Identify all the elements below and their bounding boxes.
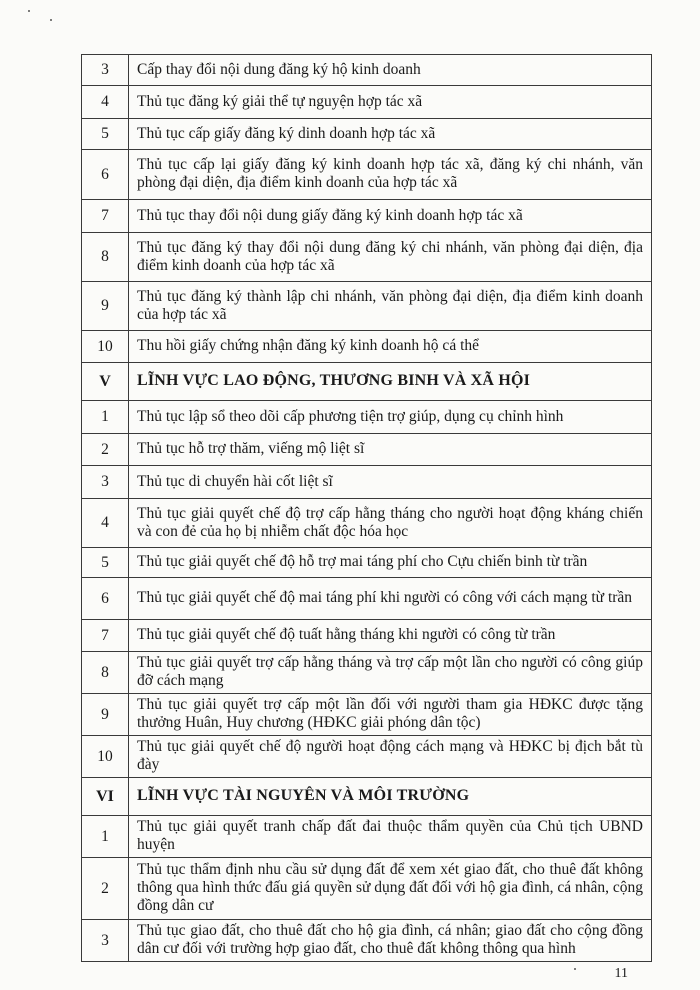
procedure-name: Thủ tục giải quyết chế độ hỗ trợ mai táng phí cho Cựu chiến binh từ trần bbox=[129, 548, 652, 578]
table-row bbox=[82, 694, 652, 736]
table-row bbox=[82, 233, 652, 282]
procedure-name: Cấp thay đổi nội dung đăng ký hộ kinh doanh bbox=[129, 55, 652, 86]
table-row bbox=[82, 150, 652, 200]
table-row bbox=[82, 200, 652, 233]
row-number: 5 bbox=[82, 548, 129, 578]
procedure-name: Thủ tục giải quyết chế độ tuất hằng tháng khi người có công từ trần bbox=[129, 620, 652, 652]
row-number: 7 bbox=[82, 200, 129, 233]
row-number: 10 bbox=[82, 736, 129, 778]
procedure-name: Thủ tục thay đổi nội dung giấy đăng ký kinh doanh hợp tác xã bbox=[129, 200, 652, 233]
table-row bbox=[82, 920, 652, 962]
row-number: VI bbox=[82, 778, 129, 816]
procedure-name: Thủ tục giải quyết chế độ trợ cấp hằng tháng cho người hoạt động kháng chiến và con đẻ của họ bị nhiễm chất độc hóa học bbox=[129, 499, 652, 548]
row-number: 2 bbox=[82, 434, 129, 466]
procedure-name: Thủ tục cấp giấy đăng ký dinh doanh hợp tác xã bbox=[129, 119, 652, 150]
section-title: LĨNH VỰC LAO ĐỘNG, THƯƠNG BINH VÀ XÃ HỘI bbox=[129, 363, 652, 401]
row-number: 8 bbox=[82, 233, 129, 282]
procedure-name: Thủ tục giải quyết tranh chấp đất đai thuộc thẩm quyền của Chủ tịch UBND huyện bbox=[129, 816, 652, 858]
procedures-table bbox=[81, 54, 652, 962]
section-row bbox=[82, 363, 652, 401]
procedure-name: Thủ tục giao đất, cho thuê đất cho hộ gia đình, cá nhân; giao đất cho cộng đồng dân cư đối với trường hợp giao đất, cho thuê đất không thông qua hình bbox=[129, 920, 652, 962]
procedure-name: Thủ tục di chuyển hài cốt liệt sĩ bbox=[129, 466, 652, 499]
procedure-name: Thủ tục lập sổ theo dõi cấp phương tiện trợ giúp, dụng cụ chỉnh hình bbox=[129, 401, 652, 434]
row-number: 3 bbox=[82, 55, 129, 86]
table-row bbox=[82, 620, 652, 652]
table-row bbox=[82, 466, 652, 499]
row-number: 1 bbox=[82, 816, 129, 858]
table-row bbox=[82, 401, 652, 434]
table-row bbox=[82, 434, 652, 466]
procedure-name: Thủ tục hỗ trợ thăm, viếng mộ liệt sĩ bbox=[129, 434, 652, 466]
row-number: 1 bbox=[82, 401, 129, 434]
procedure-name: Thủ tục giải quyết chế độ mai táng phí khi người có công với cách mạng từ trần bbox=[129, 578, 652, 620]
procedure-name: Thủ tục giải quyết chế độ người hoạt động cách mạng và HĐKC bị địch bắt tù đày bbox=[129, 736, 652, 778]
procedure-name: Thủ tục giải quyết trợ cấp hằng tháng và trợ cấp một lần cho người có công giúp đỡ cách mạng bbox=[129, 652, 652, 694]
row-number: 10 bbox=[82, 331, 129, 363]
row-number: 7 bbox=[82, 620, 129, 652]
row-number: 5 bbox=[82, 119, 129, 150]
scan-speck bbox=[50, 19, 52, 21]
table-row bbox=[82, 55, 652, 86]
table-row bbox=[82, 499, 652, 548]
scan-speck bbox=[574, 968, 576, 970]
procedure-name: Thủ tục thẩm định nhu cầu sử dụng đất để xem xét giao đất, cho thuê đất không thông qua hình thức đấu giá quyền sử dụng đất đối với hộ gia đình, cá nhân, cộng đồng dân cư bbox=[129, 858, 652, 920]
table-row bbox=[82, 652, 652, 694]
procedures-table-body bbox=[82, 55, 652, 962]
row-number: 6 bbox=[82, 578, 129, 620]
table-row bbox=[82, 548, 652, 578]
section-row bbox=[82, 778, 652, 816]
section-title: LĨNH VỰC TÀI NGUYÊN VÀ MÔI TRƯỜNG bbox=[129, 778, 652, 816]
scan-speck bbox=[28, 10, 30, 12]
table-row bbox=[82, 86, 652, 119]
procedure-name: Thủ tục giải quyết trợ cấp một lần đối với người tham gia HĐKC được tặng thưởng Huân, Huy chương (HĐKC giải phóng dân tộc) bbox=[129, 694, 652, 736]
procedure-name: Thủ tục cấp lại giấy đăng ký kinh doanh hợp tác xã, đăng ký chi nhánh, văn phòng đại diện, địa điểm kinh doanh của hợp tác xã bbox=[129, 150, 652, 200]
row-number: 6 bbox=[82, 150, 129, 200]
table-row bbox=[82, 331, 652, 363]
table-row bbox=[82, 578, 652, 620]
row-number: 4 bbox=[82, 86, 129, 119]
table-row bbox=[82, 736, 652, 778]
procedure-name: Thủ tục đăng ký thay đổi nội dung đăng ký chi nhánh, văn phòng đại diện, địa điểm kinh doanh của hợp tác xã bbox=[129, 233, 652, 282]
table-row bbox=[82, 282, 652, 331]
row-number: 9 bbox=[82, 282, 129, 331]
table-row bbox=[82, 119, 652, 150]
procedure-name: Thủ tục đăng ký thành lập chi nhánh, văn phòng đại diện, địa điểm kinh doanh của hợp tác xã bbox=[129, 282, 652, 331]
page-number: 11 bbox=[614, 966, 628, 981]
row-number: 3 bbox=[82, 466, 129, 499]
procedure-name: Thu hồi giấy chứng nhận đăng ký kinh doanh hộ cá thể bbox=[129, 331, 652, 363]
row-number: 8 bbox=[82, 652, 129, 694]
table-row bbox=[82, 858, 652, 920]
row-number: 9 bbox=[82, 694, 129, 736]
procedure-name: Thủ tục đăng ký giải thể tự nguyện hợp tác xã bbox=[129, 86, 652, 119]
row-number: V bbox=[82, 363, 129, 401]
table-row bbox=[82, 816, 652, 858]
row-number: 3 bbox=[82, 920, 129, 962]
row-number: 4 bbox=[82, 499, 129, 548]
row-number: 2 bbox=[82, 858, 129, 920]
